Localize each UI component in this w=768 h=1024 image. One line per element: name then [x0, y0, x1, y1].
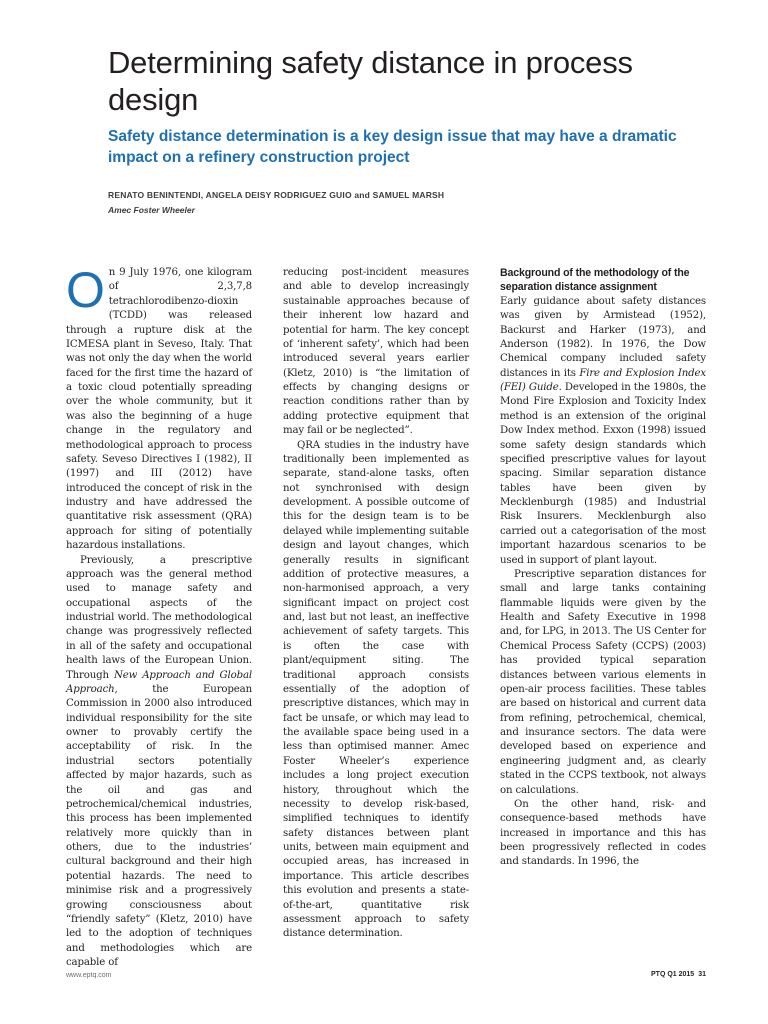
text-column-1 — [66, 262, 252, 968]
footer-journal-info — [651, 971, 706, 978]
article-title: Determining safety distance in process design — [108, 45, 633, 117]
paragraph — [500, 295, 706, 568]
text-column-2 — [283, 266, 469, 942]
drop-cap: O — [66, 262, 105, 318]
article-subtitle: Safety distance determination is a key design issue that may have a dramatic impact on a refinery construction project — [108, 128, 677, 166]
paragraph-text: . Developed in the 1980s, the Mond Fire Explosion and Toxicity Index method is an extension of the original Dow Index method. Exxon (1998) issued some safety design standards which specified prescriptive values for layout spacing. Similar separation distance tables have been given by Mecklenburgh (1985) and Industrial Risk Insurers. Mecklenburgh also carried out a categorisation of the most important hazardous scenarios to be used in support of plant layout. — [500, 382, 707, 566]
paragraph: On the other hand, risk- and consequence-based methods have increased in importance and this has been progressively reflected in codes and standards. In 1996, the — [500, 798, 706, 868]
text-column-3 — [500, 266, 706, 942]
author-list: RENATO BENINTENDI, ANGELA DEISY RODRIGUEZ GUIO and SAMUEL MARSH — [108, 190, 445, 200]
page-number: 31 — [698, 971, 706, 978]
paragraph-text: n 9 July 1976, one kilogram of 2,3,7,8 tetrachlorodibenzo-dioxin (TCDD) was released through a rupture disk at the ICMESA plant in Seveso, Italy. That was not only the day when the world faced for the first time the hazard of a toxic cloud potentially spreading over the whole community, but it was also the beginning of a huge change in the regulatory and methodological approach to process safety. Seveso Directives I (1982), II (1997) and III (2012) have introduced the concept of risk in the industry and have addressed the quantitative risk assessment (QRA) approach for siting of potentially hazardous installations. — [66, 267, 252, 552]
paragraph: QRA studies in the industry have traditionally been implemented as separate, stand-alone tasks, often not synchronised with design development. A possible outcome of this for the design team is to be delayed while implementing suitable design and layout changes, which generally results in significant addition of protective measures, a non-harmonised approach, a very significant impact on project cost and, last but not least, an ineffective achievement of safety targets. This is often the case with plant/equipment siting. The traditional approach consists essentially of the adoption of prescriptive distances, which may in fact be unsafe, or which may lead to the available space being used in a less than optimised manner. Amec Foster Wheeler’s experience includes a long project execution history, throughout which the necessity to develop risk-based, simplified techniques to identify safety distances between plant units, between main equipment and occupied areas, has increased in importance. This article describes this evolution and presents a state-of-the-art, quantitative risk assessment approach to safety distance determination. — [283, 439, 469, 940]
paragraph — [66, 554, 252, 971]
footer-website: www.eptq.com — [66, 972, 112, 979]
paragraph-text: Previously, a prescriptive approach was the general method used to manage safety and occupational aspects of the industrial world. The methodological change was progressively reflected in all of the safety and occupational health laws of the European Union. Through — [66, 554, 252, 681]
author-affiliation: Amec Foster Wheeler — [108, 205, 195, 215]
section-heading: Background of the methodology of the separation distance assignment — [500, 267, 690, 294]
paragraph-text: , the European Commission in 2000 also introduced individual responsibility for the site owner to provably certify the acceptability of risk. In the industrial sectors potentially affected by major hazards, such as the oil and gas and petrochemical/chemical industries, this process has been implemented relatively more quickly than in others, due to the industries’ cultural background and their high potential hazards. The need to minimise risk and a progressively growing consciousness about “friendly safety” (Kletz, 2010) have led to the adoption of techniques and methodologies which are capable of — [66, 683, 252, 968]
footer-journal: PTQ Q1 2015 — [651, 971, 695, 978]
italic-text: Fire and Explosion Index (FEI) Guide — [500, 367, 707, 393]
italic-text: New Approach and Global Approach — [66, 669, 252, 695]
paragraph: reducing post-incident measures and able to develop increasingly sustainable approaches because of their inherent low hazard and potential for harm. The key concept of ‘inherent safety’, which had been introduced several years earlier (Kletz, 2010) is “the limitation of effects by changing designs or reaction conditions rather than by adding protective equipment that may fail or be neglected”. — [283, 267, 469, 437]
paragraph-text: Early guidance about safety distances was given by Armistead (1952), Backurst and Harker (1973), and Anderson (1982). In 1976, the Dow Chemical company included safety distances in its — [500, 295, 706, 379]
paragraph: Prescriptive separation distances for small and large tanks containing flammable liquids were given by the Health and Safety Executive in 1998 and, for LPG, in 2013. The US Center for Chemical Process Safety (CCPS) (2003) has provided typical separation distances between various elements in open-air process facilities. These tables are based on historical and current data from refining, petrochemical, chemical, and insurance sectors. The data were developed based on experience and engineering judgment and, as clearly stated in the CCPS textbook, not always on calculations. — [500, 568, 706, 796]
paragraph — [66, 262, 252, 554]
